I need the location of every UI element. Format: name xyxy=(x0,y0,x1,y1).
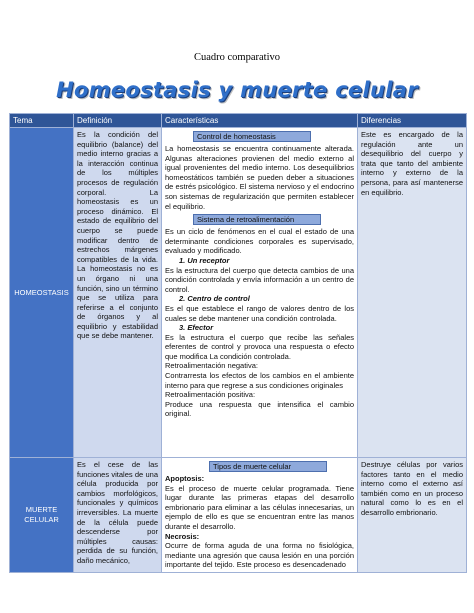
header-tema: Tema xyxy=(10,114,74,128)
header-row xyxy=(10,114,467,128)
control-text: La homeostasis se encuentra continuamente alterada. Algunas alteraciones provienen del medio externo al igual provenientes del medio interno. Los desequilibrios homeostáticos también se pueden deber a situaciones de estrés psicológico. El sistema nervioso y el endocrino son sistemas de regularización que permiten establecer el equilibrio. xyxy=(165,144,354,211)
tema-cell: MUERTE CELULAR xyxy=(10,458,74,573)
item-receptor-title: 1. Un receptor xyxy=(179,255,230,265)
diferencias-cell: Este es encargado de la regulación ante un desequilibrio del cuerpo y trata que tanto del ambiente interno y externo de la persona, para así mantenerse en equilibrio. xyxy=(358,128,467,458)
apoptosis-text: Es el proceso de muerte celular programada. Tiene lugar durante las primeras etapas del desarrollo embrionario para eliminar a las células innecesarias, un ejemplo de ello es que se encuentran entre las manos durante el desarrollo. xyxy=(165,483,354,531)
header-diferencias: Diferencias xyxy=(358,114,467,128)
comparison-table xyxy=(9,113,467,573)
highlight-tipos-muerte: Tipos de muerte celular xyxy=(209,461,327,472)
table-row-homeostasis xyxy=(10,128,467,458)
item-efector-title: 3. Efector xyxy=(179,323,214,333)
caracteristicas-cell xyxy=(162,128,358,458)
definicion-cell: Es la condición del equilibrio (balance) del medio interno gracias a la interacción continua de los múltiples procesos de regulación corporal. La homeostasis es un proceso dinámico. El estado de equilibrio del cuerpo se puede modificar dentro de estrechos márgenes compatibles de la vida. La homeostasis no es un órgano ni una función, sino un término que se utiliza para referirse a el conjunto de órganos y al equilibrio y estabilidad que se debe mantener. xyxy=(74,128,162,458)
diferencias-cell: Destruye células por varios factores tanto en el medio interno como el externo así también como en un proceso natural como lo es en el desarrollo embrionario. xyxy=(358,458,467,573)
apoptosis-title: Apoptosis: xyxy=(165,474,205,483)
header-caracteristicas: Características xyxy=(162,114,358,128)
item-centro-title: 2. Centro de control xyxy=(179,294,250,304)
item-centro-text: Es el que establece el rango de valores dentro de los cuales se debe mantener una condición controlada. xyxy=(165,303,354,323)
table-row-muerte-celular xyxy=(10,458,467,573)
neg-title: Retroalimentación negativa: xyxy=(165,361,258,371)
necrosis-text: Ocurre de forma aguda de una forma no fisiológica, mediante una agresión que causa lesión en una porción importante del tejido. Este proceso es desencadenado xyxy=(165,541,354,570)
item-receptor-text: Es la estructura del cuerpo que detecta cambios de una condición controlada y envía información a un centro de control. xyxy=(165,265,354,294)
header-definicion: Definición xyxy=(74,114,162,128)
highlight-control-homeostasis: Control de homeostasis xyxy=(193,131,311,142)
definicion-cell: Es el cese de las funciones vitales de una célula producida por cambios morfológicos, funcionales y químicos irreversibles. La muerte de la célula puede descenderse por múltiples causas: perdida de su función, daño mecánico, xyxy=(74,458,162,573)
pos-title: Retroalimentación positiva: xyxy=(165,390,256,400)
necrosis-title: Necrosis: xyxy=(165,531,200,541)
word-art-title: Homeostasis y muerte celular xyxy=(56,78,418,102)
retro-text: Es un ciclo de fenómenos en el cual el estado de una determinante condiciones corporales es supervisado, evaluado y modificado. xyxy=(165,227,354,256)
highlight-retroalimentacion: Sistema de retroalimentación xyxy=(193,214,321,225)
item-efector-text: Es la estructura el cuerpo que recibe las señales eferentes de control y provoca una respuesta o efecto que modifica La condición controlada. xyxy=(165,332,354,361)
neg-text: Contrarresta los efectos de los cambios en el ambiente interno para que regrese a sus condiciones originales xyxy=(165,371,354,390)
pos-text: Produce una respuesta que intensifica el cambio original. xyxy=(165,399,354,419)
page-title: Cuadro comparativo xyxy=(193,52,280,63)
caracteristicas-cell xyxy=(162,458,358,573)
tema-cell: HOMEOSTASIS xyxy=(10,128,74,458)
